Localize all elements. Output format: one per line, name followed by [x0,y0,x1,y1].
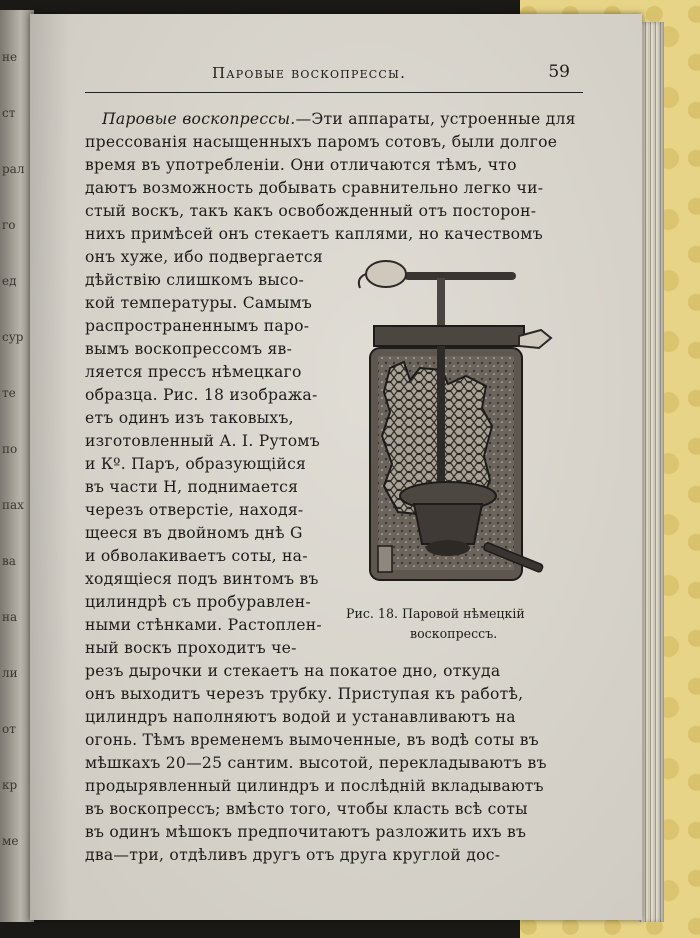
text-line: продырявленный цилиндръ и послѣдній вкладываютъ [85,777,544,795]
left-page-fragment: не [2,50,18,64]
text-line: черезъ отверстіе, находя- [85,501,304,519]
left-page-fragment: го [2,218,16,232]
left-page-fragment: ст [2,106,16,120]
text-line: ный воскъ проходитъ че- [85,639,297,657]
left-page-fragment: ли [2,666,18,680]
text-line: въ воскопрессъ; вмѣсто того, чтобы класть всѣ соты [85,800,528,818]
left-page-fragment: ме [2,834,19,848]
left-page-fragment: ва [2,554,16,568]
text-line: онъ выходитъ черезъ трубку. Приступая къ работѣ, [85,685,524,703]
left-page-fragment: по [2,442,18,456]
left-page-fragment: пах [2,498,24,512]
text-line: образца. Рис. 18 изобража- [85,386,318,404]
text-line: вымъ воскопрессомъ яв- [85,340,293,358]
text-line-1 [102,110,576,128]
page-number: 59 [548,62,570,82]
text-line: въ одинъ мѣшокъ предпочитаютъ разложить ихъ въ [85,823,527,841]
book-page [30,14,642,920]
text-line: онъ хуже, ибо подвергается [85,248,324,266]
text-line: въ части Н, поднимается [85,478,299,496]
text-line: етъ одинъ изъ таковыхъ, [85,409,294,427]
text-line: резъ дырочки и стекаетъ на покатое дно, откуда [85,662,501,680]
text-line: цилиндръ наполняютъ водой и устанавливаютъ на [85,708,516,726]
first-line-text: —Эти аппараты, устроенные для [295,110,576,128]
text-line: изготовленный А. І. Рутомъ [85,432,320,450]
left-page-fragment: рал [2,162,25,176]
text-line: стый воскъ, такъ какъ освобожденный отъ посторон- [85,202,537,220]
steam-wax-press-illustration [344,256,554,606]
left-page-fragment: кр [2,778,18,792]
text-line: и Кº. Паръ, образующійся [85,455,307,473]
text-line: два—три, отдѣливъ другъ отъ друга круглой дос- [85,846,501,864]
left-page-fragment: ед [2,274,17,288]
text-line: ходящіеся подъ винтомъ въ [85,570,319,588]
text-line: прессованія насыщенныхъ паромъ сотовъ, были долгое [85,133,558,151]
left-page-edge [0,10,34,922]
figure-caption-line2: воскопрессъ. [410,626,498,641]
header-rule [85,92,583,93]
text-line: щееся въ двойномъ днѣ G [85,524,303,542]
text-line: мѣшкахъ 20—25 сантим. высотой, перекладываютъ въ [85,754,547,772]
text-line: дѣйствію слишкомъ высо- [85,271,305,289]
figure-caption: Рис. 18. Паровой нѣмецкій [346,606,525,621]
left-page-fragment: те [2,386,16,400]
running-head: Паровые воскопрессы. [212,64,407,82]
left-page-fragment: на [2,610,18,624]
text-line: ляется прессъ нѣмецкаго [85,363,302,381]
text-line: и обволакиваетъ соты, на- [85,547,308,565]
text-line: цилиндрѣ съ пробуравлен- [85,593,311,611]
text-line: даютъ возможность добывать сравнительно легко чи- [85,179,544,197]
text-line: распространеннымъ паро- [85,317,310,335]
left-page-fragment: от [2,722,16,736]
text-line: нихъ примѣсей онъ стекаетъ каплями, но качествомъ [85,225,543,243]
text-line: огонь. Тѣмъ временемъ вымоченные, въ водѣ соты въ [85,731,539,749]
text-line: кой температуры. Самымъ [85,294,313,312]
text-line: ными стѣнками. Растоплен- [85,616,322,634]
section-heading: Паровые воскопрессы. [102,110,296,128]
left-page-fragment: сур [2,330,24,344]
text-line: время въ употребленіи. Они отличаются тѣмъ, что [85,156,517,174]
